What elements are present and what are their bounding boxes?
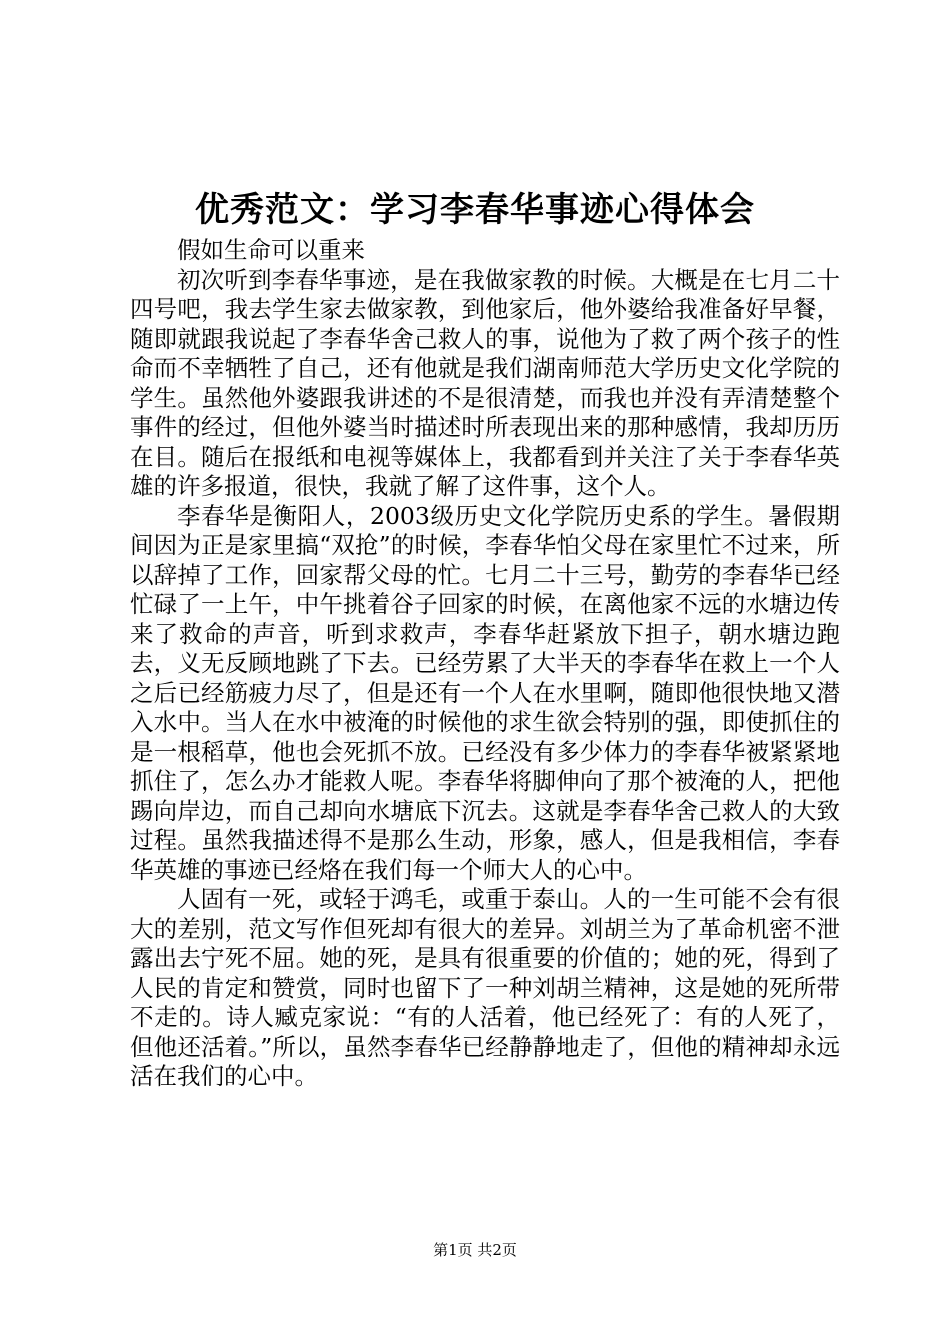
paragraph: 初次听到李春华事迹，是在我做家教的时候。大概是在七月二十四号吧，我去学生家去做家教，到他家后，他外婆给我准备好早餐，随即就跟我说起了李春华舍己救人的事，说他为了救了两个孩子的性命而不幸牺牲了自己，还有他就是我们湖南师范大学历史文化学院的学生。虽然他外婆跟我讲述的不是很清楚，而我也并没有弄清楚整个事件的经过，但他外婆当时描述时所表现出来的那种感情，我却历历在目。随后在报纸和电视等媒体上，我都看到并关注了关于李春华英雄的许多报道，很快，我就了解了这件事，这个人。 [130, 265, 840, 500]
page-number-footer: 第1页 共2页 [433, 1241, 517, 1259]
paragraph: 李春华是衡阳人，2003级历史文化学院历史系的学生。暑假期间因为正是家里搞“双抢”的时候，李春华怕父母在家里忙不过来，所以辞掉了工作，回家帮父母的忙。七月二十三号，勤劳的李春华已经忙碌了一上午，中午挑着谷子回家的时候，在离他家不远的水塘边传来了救命的声音，听到求救声，李春华赶紧放下担子，朝水塘边跑去，义无反顾地跳了下去。已经劳累了大半天的李春华在救上一个人之后已经筋疲力尽了，但是还有一个人在水里啊，随即他很快地又潜入水中。当人在水中被淹的时候他的求生欲会特别的强，即使抓住的是一根稻草，他也会死抓不放。已经没有多少体力的李春华被紧紧地抓住了，怎么办才能救人呢。李春华将脚伸向了那个被淹的人，把他踢向岸边，而自己却向水塘底下沉去。这就是李春华舍己救人的大致过程。虽然我描述得不是那么生动，形象，感人，但是我相信，李春华英雄的事迹已经烙在我们每一个师大人的心中。 [130, 501, 840, 884]
paragraph: 人固有一死，或轻于鸿毛，或重于泰山。人的一生可能不会有很大的差别，范文写作但死却有很大的差异。刘胡兰为了革命机密不泄露出去宁死不屈。她的死，是具有很重要的价值的；她的死，得到了人民的肯定和赞赏，同时也留下了一种刘胡兰精神，这是她的死所带不走的。诗人臧克家说：“有的人活着，他已经死了：有的人死了，但他还活着。”所以，虽然李春华已经静静地走了，但他的精神却永远活在我们的心中。 [130, 885, 840, 1090]
document-title: 优秀范文：学习李春华事迹心得体会 [195, 190, 755, 230]
document-body [130, 236, 840, 1092]
paragraph-subtitle: 假如生命可以重来 [177, 236, 365, 264]
